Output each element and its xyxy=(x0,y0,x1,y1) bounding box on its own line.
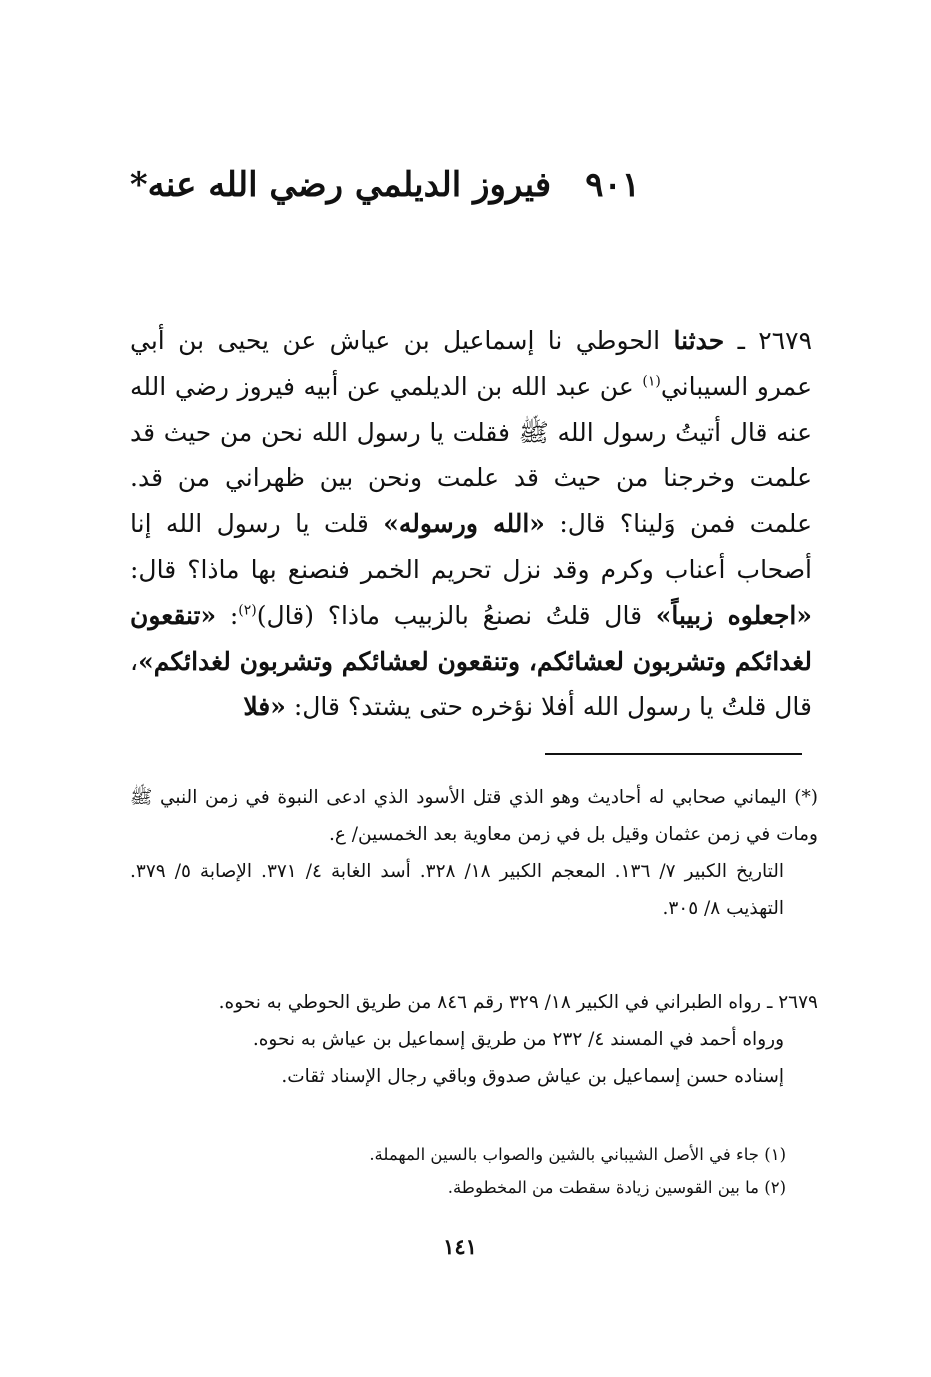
footnote-hadith-grading: إسناده حسن إسماعيل بن عياش صدوق وباقي رجال الإسناد ثقات. xyxy=(281,1066,784,1087)
note-1: (١) جاء في الأصل الشيباني بالشين والصواب بالسين المهملة. xyxy=(369,1145,786,1164)
footnote-separator xyxy=(545,753,802,755)
hadith-quote-1: «الله ورسوله» xyxy=(383,509,545,539)
footnote-hadith-ahmad: ورواه أحمد في المسند ٤/ ٢٣٢ من طريق إسماعيل بن عياش به نحوه. xyxy=(252,1029,784,1050)
hadith-text xyxy=(130,318,812,730)
footnote-hadith-tabarani: ٢٦٧٩ ـ رواه الطبراني في الكبير ١٨/ ٣٢٩ رقم ٨٤٦ من طريق الحوطي به نحوه. xyxy=(218,992,818,1013)
footnote-hadith xyxy=(130,984,818,1095)
hadith-quote-2: «اجعلوه زبيباً» xyxy=(655,600,812,630)
footnote-star xyxy=(130,779,818,927)
hadith-quote-3: «تنقعون لغدائكم وتشربون لعشائكم، وتنقعون لعشائكم وتشربون لغدائكم» xyxy=(130,600,812,676)
hadith-number: ٢٦٧٩ ـ xyxy=(737,326,812,355)
chapter-number: ٩٠١ xyxy=(585,165,640,205)
hadith-text-part-4: قال قلتُ نصنعُ بالزبيب ماذا؟ (قال) xyxy=(256,600,643,630)
hadith-text-part-2: عن عبد الله بن الديلمي عن أبيه فيروز رضي الله عنه قال أتيتُ رسول الله ﷺ فقلت يا رسول الله نحن من حيث قد علمت وخرجنا من حيث قد علمت ونحن بين ظهراني من قد. علمت فمن وَلينا؟ قال: xyxy=(130,371,812,539)
page-number: ١٤١ xyxy=(443,1234,477,1259)
margin-notes xyxy=(300,1138,786,1204)
chapter-title: فيروز الديلمي رضي الله عنه* xyxy=(129,165,552,205)
note-2: (٢) ما بين القوسين زيادة سقطت من المخطوطة. xyxy=(447,1178,786,1197)
hadith-text-part-5: : xyxy=(229,600,239,630)
hadith-quote-4: «فلا xyxy=(243,692,286,722)
hadith-text-part-1: الحوطي نا إسماعيل بن عياش عن يحيى بن أبي عمرو السيباني xyxy=(130,326,812,401)
reference-marker-1: (١) xyxy=(642,373,661,390)
hadith-text-part-6: ، قال قلتُ يا رسول الله أفلا نؤخره حتى يشتد؟ قال: xyxy=(130,646,812,722)
chapter-heading xyxy=(129,165,640,205)
footnote-star-biography: (*) اليماني صحابي له أحاديث وهو الذي قتل الأسود الذي ادعى النبوة في زمن النبي ﷺ ومات في زمن عثمان وقيل بل في زمن معاوية بعد الخمسين/ ع. xyxy=(130,787,818,845)
footnote-star-sources: التاريخ الكبير ٧/ ١٣٦. المعجم الكبير ١٨/ ٣٢٨. أسد الغابة ٤/ ٣٧١. الإصابة ٥/ ٣٧٩. التهذيب ٨/ ٣٠٥. xyxy=(130,861,785,919)
reference-marker-2: (٢) xyxy=(238,602,257,619)
hadith-text-part-3: قلت يا رسول الله إنا أصحاب أعناب وكرم وقد نزل تحريم الخمر فنصنع بها ماذا؟ قال: xyxy=(130,509,812,584)
hadith-opening: حدثنا xyxy=(673,326,725,355)
